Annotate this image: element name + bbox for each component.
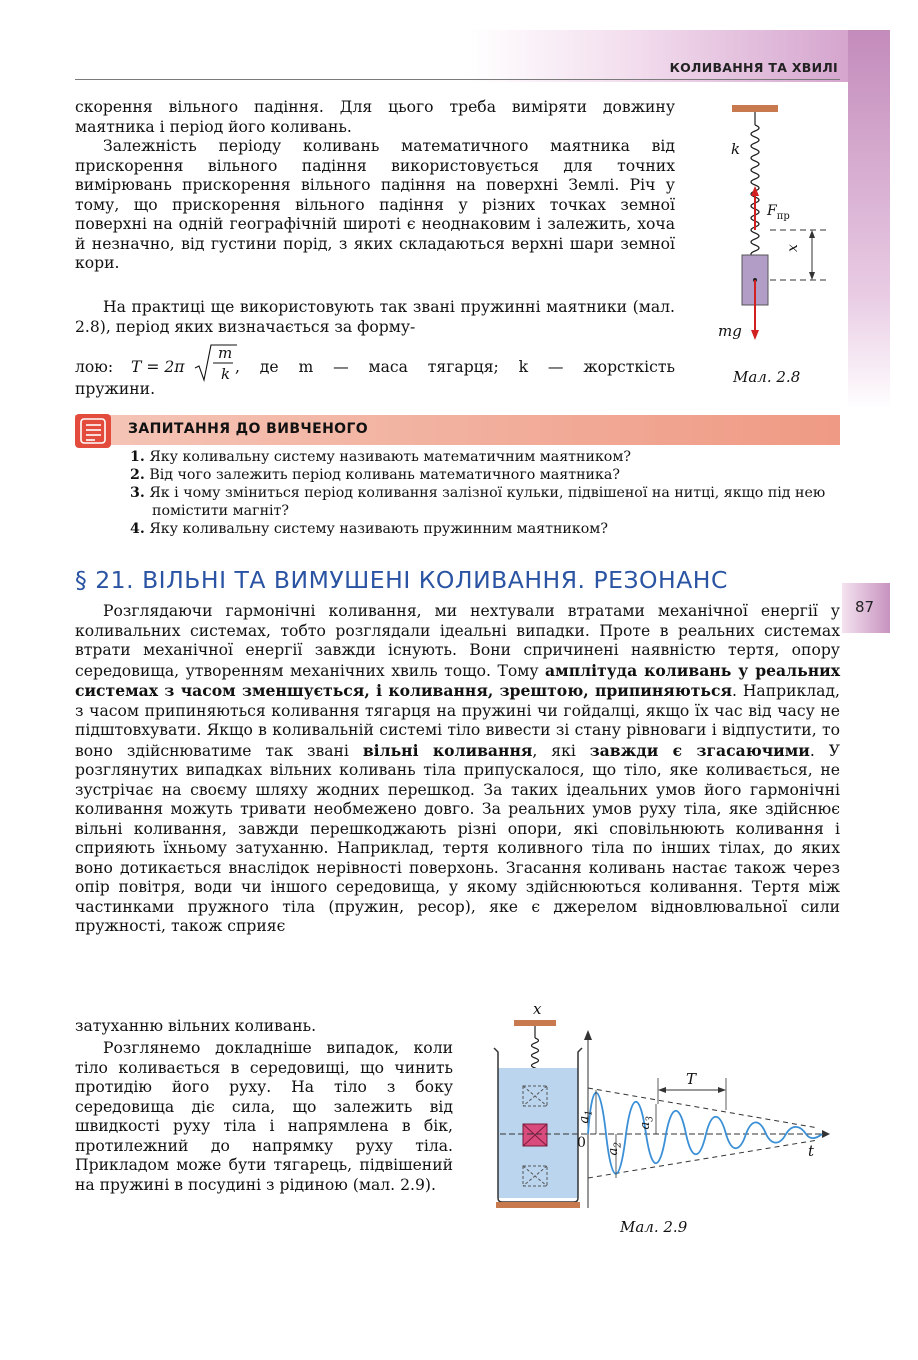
p1-text-c: . Наприклад, з часом припиняються коливання тягарця на пружині чи гойдалці, якщо їх час від часу не підштовхувати. Якщо в коливальній системі тіло вивести зі стану рівноваги і відпустити, то воно здійснюватиме так звані bbox=[75, 682, 840, 760]
formula-lhs: T = 2π bbox=[131, 358, 185, 376]
fig29-label-a3 bbox=[638, 1116, 656, 1130]
figure-2-8-spring-pendulum bbox=[710, 100, 840, 360]
questions-title: ЗАПИТАННЯ ДО ВИВЧЕНОГО bbox=[128, 421, 369, 437]
a2-letter: a bbox=[605, 1147, 621, 1156]
fig29-label-T: T bbox=[686, 1070, 697, 1088]
running-header: КОЛИВАННЯ ТА ХВИЛІ bbox=[669, 60, 838, 75]
fig29-label-a2 bbox=[606, 1142, 624, 1156]
questions-list bbox=[130, 448, 845, 538]
question-item bbox=[130, 520, 845, 538]
figure-2-8-caption: Мал. 2.8 bbox=[733, 368, 801, 386]
question-text: Яку коливальну систему називають математичним маятником? bbox=[149, 449, 631, 465]
formula-line bbox=[75, 342, 675, 384]
section-paragraph-2: Розглянемо докладніше випадок, коли тіло коливається в середовищі, що чинить протидію його руху. На тіло з боку середовища діє сила, що залежить від швидкості руху тіла і напрямлена в бік, протилежний до напрямку руху тіла. Прикладом може бути тягарець, підвішений на пружині в посудині з рідиною (мал. 2.9). bbox=[75, 1039, 453, 1194]
figure-2-9-caption: Мал. 2.9 bbox=[620, 1218, 688, 1236]
damped-wave bbox=[588, 1093, 822, 1174]
p1-bold-free-oscillations: вільні коливання bbox=[362, 740, 533, 760]
paragraph-continued: скорення вільного падіння. Для цього треба виміряти довжину маятника і період його коливань. bbox=[75, 98, 675, 136]
p1-bold-amplitude: амплітуда коливань у реальних системах з часом зменшується, і коливання, зрештою, припиняються bbox=[75, 660, 841, 700]
formula-prefix: лою: bbox=[75, 358, 114, 376]
formula-denominator: k bbox=[221, 365, 231, 383]
formula-numerator: m bbox=[218, 344, 233, 362]
formula-suffix: , де m — маса тягарця; k — жорсткість bbox=[235, 358, 675, 376]
question-text: Від чого залежить період коливань математичного маятника? bbox=[149, 467, 620, 483]
label-mg: mg bbox=[718, 322, 742, 340]
side-decor-strip bbox=[848, 30, 890, 410]
question-number: 3. bbox=[130, 485, 145, 501]
page-number: 87 bbox=[855, 598, 875, 616]
a2-sub: 2 bbox=[613, 1142, 624, 1148]
label-force-sub: пр bbox=[776, 210, 790, 222]
ceiling-mount bbox=[732, 105, 778, 112]
fig29-label-t: t bbox=[808, 1142, 815, 1160]
fig29-label-a1 bbox=[577, 1110, 595, 1124]
question-text: Як і чому зміниться період коливання залізної кульки, підвішеної на нитці, якщо під нею помістити магніт? bbox=[149, 485, 826, 519]
question-text: Яку коливальну систему називають пружинним маятником? bbox=[149, 521, 608, 537]
vessel-stand bbox=[496, 1202, 580, 1208]
envelope bbox=[588, 1088, 818, 1178]
top-mount bbox=[514, 1020, 556, 1026]
question-number: 2. bbox=[130, 467, 145, 483]
p1-text-g: . У розглянутих випадках вільних коливань тіла припускалося, що тіло, яке коливається, не зустрічає на своєму шляху жодних перешкод. За таких ідеальних умов його гармонічні коливання можуть тривати необмежено довго. За реальних умов руху тіла, яке здійснює вільні коливання, завжди перешкоджають різні опори, які сповільнюють коливання і сприяють їхньому затуханню. Наприклад, тертя коливного тіла по інших тілах, до яких воно дотикається внаслідок нерівності поверхонь. Згасання коливань настає також через опір повітря, води чи іншого середовища, у якому здійснюються коливання. Тертя між частинками пружного тіла (пружин, ресор), яке є джерелом відновлювальної сили пружності, також сприяє bbox=[75, 741, 840, 935]
question-item bbox=[130, 484, 845, 520]
a3-letter: a bbox=[637, 1121, 653, 1130]
a1-letter: a bbox=[576, 1115, 592, 1124]
p1-text-a: Розглядаючи гармонічні коливання, ми нехтували втратами механічної енергії у коливальних системах, тобто розглядали ідеальні випадки. Проте в реальних системах втрати механічної енергії завжди існують. Вони спричинені наявністю тертя, опору середовища, утворенням механічних хвиль тощо. Тому bbox=[75, 602, 840, 680]
paragraph-gravity-measurement: Залежність періоду коливань математичного маятника від прискорення вільного падіння використовується для точних вимірювань прискорення вільного падіння на поверхні Землі. Річ у тому, що прискорення вільного падіння у різних точках земної поверхні на одній географічній широті є неоднаковим і залежить, хоча й незначно, від густини порід, з яких складаються верхні шари земної кори. bbox=[75, 137, 675, 272]
fig29-label-zero: 0 bbox=[577, 1135, 586, 1151]
questions-list-icon bbox=[75, 414, 111, 448]
section-paragraph-1-end: затуханню вільних коливань. bbox=[75, 1017, 317, 1035]
a3-sub: 3 bbox=[645, 1116, 656, 1122]
question-number: 4. bbox=[130, 521, 145, 537]
section-paragraph-1 bbox=[75, 602, 840, 937]
p1-text-e: , які bbox=[532, 741, 590, 760]
question-item bbox=[130, 466, 845, 484]
label-force bbox=[767, 203, 790, 222]
label-force-letter: F bbox=[767, 203, 777, 219]
label-x-displacement: x bbox=[784, 244, 801, 252]
question-number: 1. bbox=[130, 449, 145, 465]
formula-continuation: пружини. bbox=[75, 380, 156, 398]
question-item bbox=[130, 448, 845, 466]
label-k: k bbox=[731, 140, 741, 158]
fig29-label-x: x bbox=[533, 1000, 542, 1018]
header-rule bbox=[75, 79, 840, 80]
paragraph-spring-pendulum: На практиці ще використовують так звані пружинні маятники (мал. 2.8), період яких визначається за форму- bbox=[75, 298, 675, 336]
a1-sub: 1 bbox=[584, 1110, 595, 1116]
figure-2-9-damped-oscillations bbox=[488, 1018, 833, 1213]
p1-bold-damped: завжди є згасаючими bbox=[589, 740, 810, 760]
section-title: § 21. ВІЛЬНІ ТА ВИМУШЕНІ КОЛИВАННЯ. РЕЗОНАНС bbox=[75, 566, 728, 594]
